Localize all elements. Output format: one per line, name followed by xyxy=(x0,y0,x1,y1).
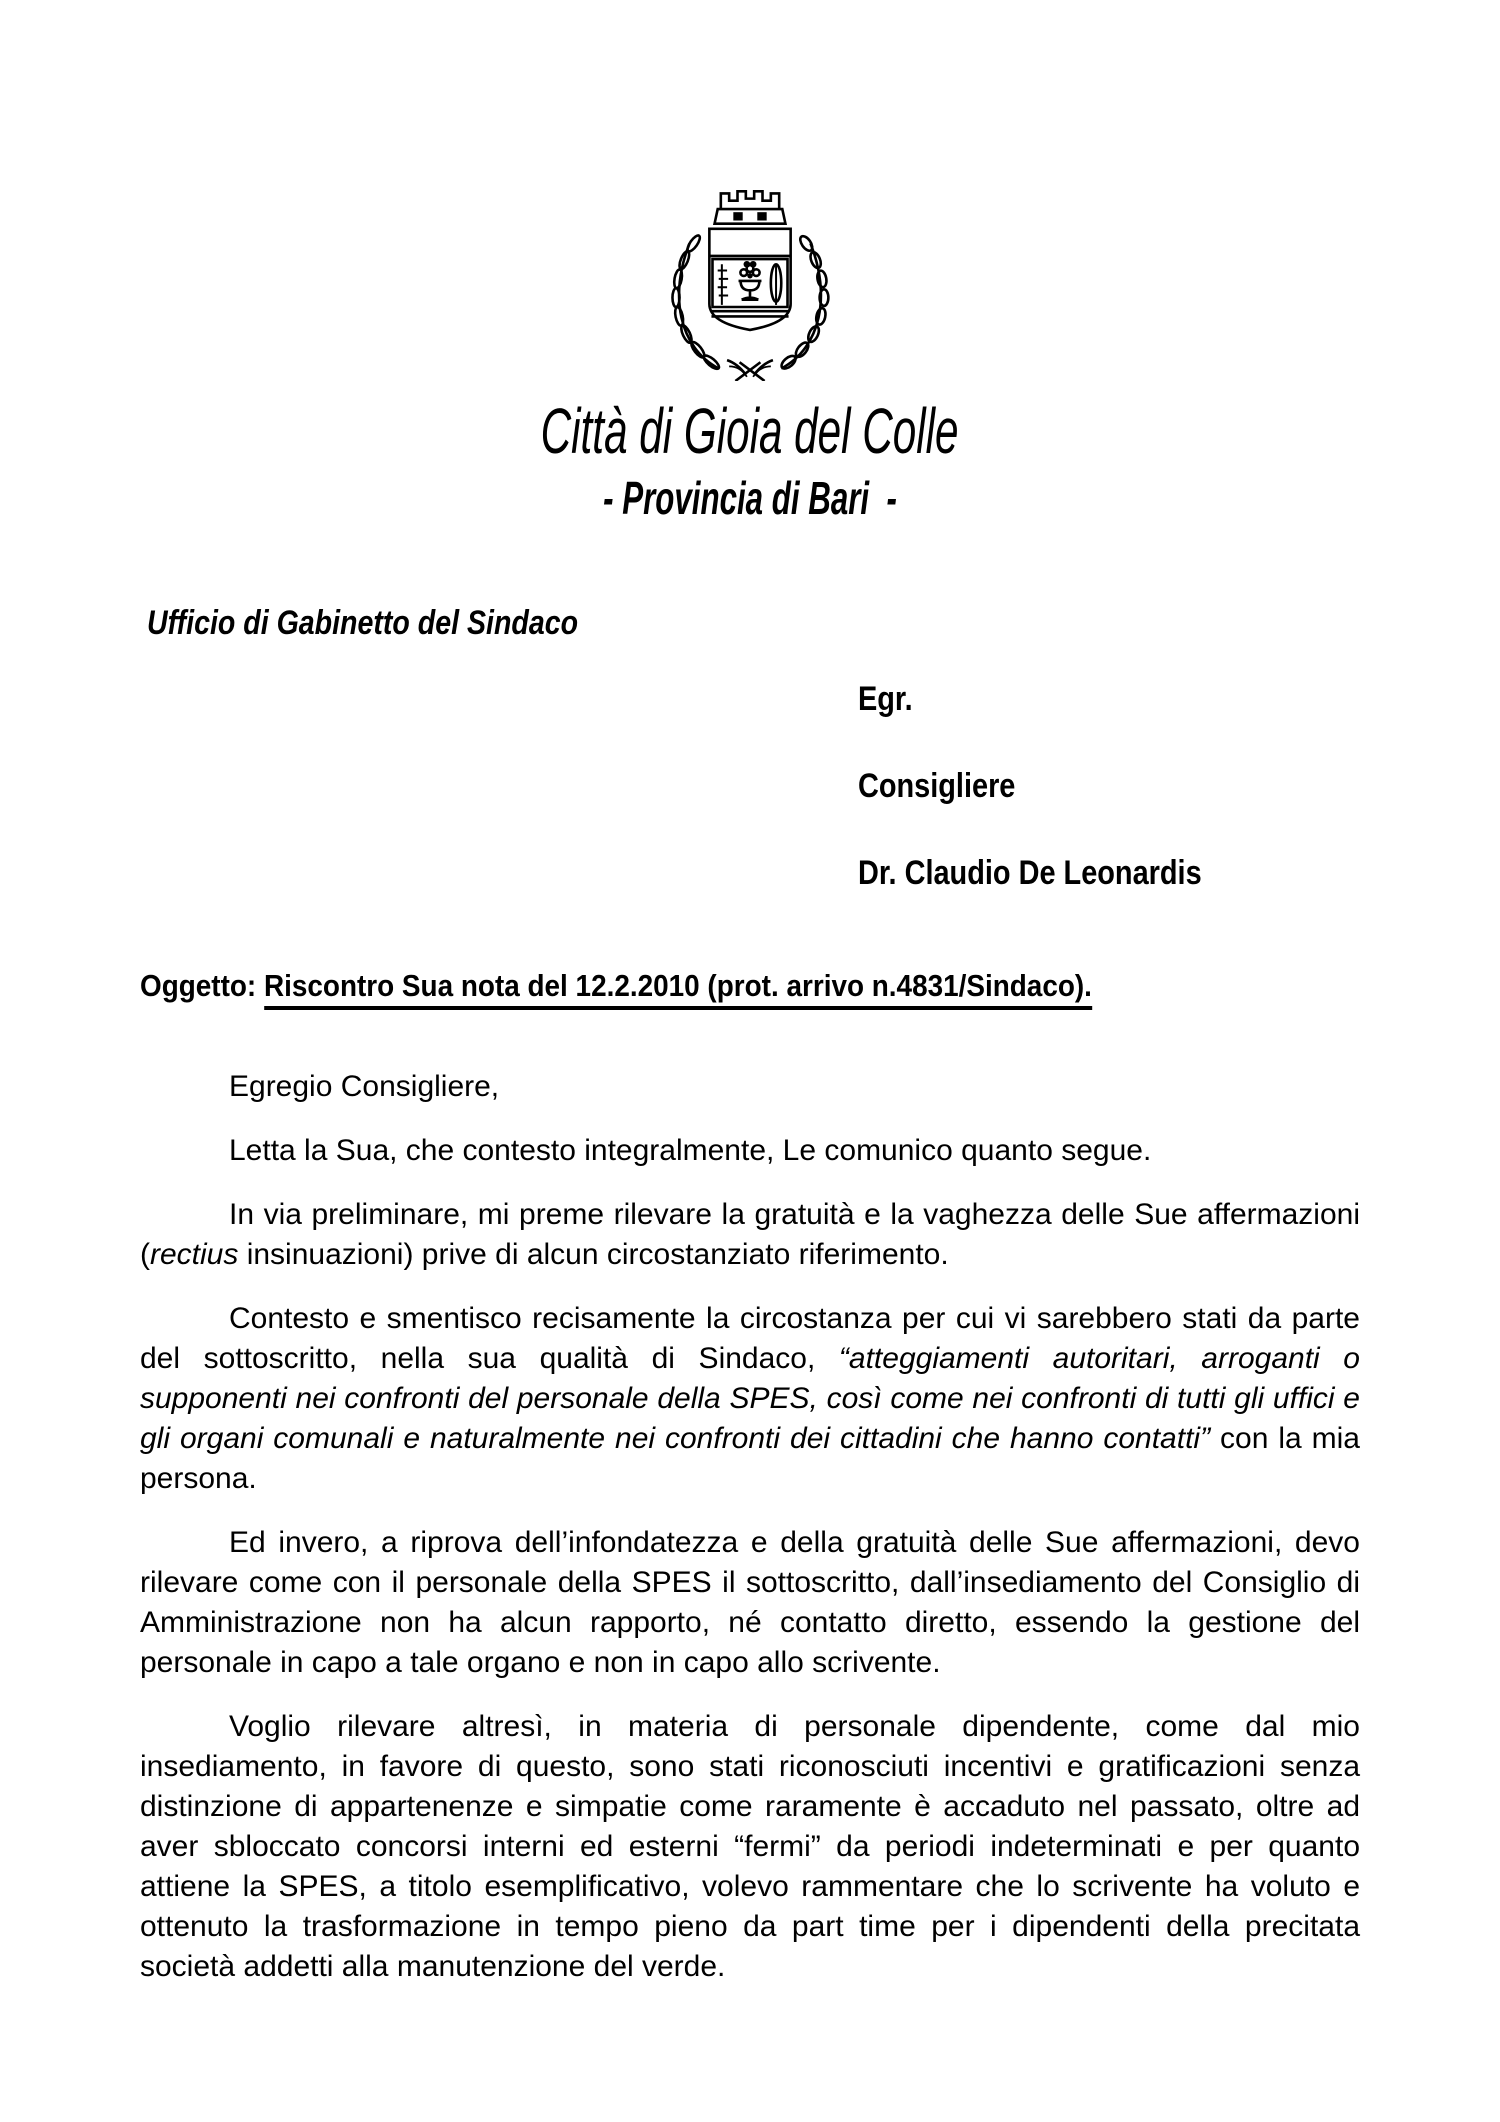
recipient-name: Dr. Claudio De Leonardis xyxy=(858,853,1202,892)
rectius-italic-run: rectius xyxy=(150,1237,239,1271)
ed-invero-paragraph: Ed invero, a riprova dell’infondatezza e della gratuità delle Sue affermazioni, devo rilevare come con il personale della SPES il sottoscritto, dall’insediamento del Consiglio di Amministrazione non ha alcun rapporto, né contatto diretto, essendo la gestione del personale in capo a tale organo e non in capo allo scrivente. xyxy=(140,1525,1360,1679)
subject-text: Riscontro Sua nota del 12.2.2010 (prot. arrivo n.4831/Sindaco). xyxy=(264,968,1092,1010)
subject-label: Oggetto: xyxy=(140,967,264,1003)
recipient-line xyxy=(858,766,1360,813)
paragraph-run: In via preliminare, mi preme rilevare la gratuità e la vaghezza delle Sue affermazioni ( xyxy=(140,1197,1360,1271)
preliminare-paragraph xyxy=(140,1195,1360,1275)
intro-paragraph: Letta la Sua, che contesto integralmente, Le comunico quanto segue. xyxy=(229,1133,1152,1167)
subject-line xyxy=(140,964,1360,1014)
crest-crown-icon xyxy=(715,191,786,223)
recipient-line xyxy=(858,853,1360,900)
crest-wreath-icon xyxy=(672,234,828,371)
paragraph-run: insinuazioni) prive di alcun circostanziato riferimento. xyxy=(238,1237,949,1271)
crest-ribbon-icon xyxy=(727,360,773,381)
municipal-crest xyxy=(645,183,855,381)
contesto-paragraph xyxy=(140,1299,1360,1499)
quoted-italic-run: “atteggiamenti autoritari, arroganti o supponenti nei confronti del personale della SPES, così come nei confronti di tutti gli uffici e gli organi comunali e naturalmente nei confronti dei cittadini che hanno contatti” xyxy=(140,1341,1360,1455)
recipient-block xyxy=(858,679,1360,900)
recipient-honorific: Egr. xyxy=(858,679,913,718)
city-title: Città di Gioia del Colle xyxy=(541,395,959,467)
recipient-line xyxy=(858,679,1360,726)
recipient-role: Consigliere xyxy=(858,766,1016,805)
voglio-rilevare-paragraph: Voglio rilevare altresì, in materia di personale dipendente, come dal mio insediamento, in favore di questo, sono stati riconosciuti incentivi e gratificazioni senza distinzione di appartenenze e simpatie come raramente è accaduto nel passato, oltre ad aver sbloccato concorsi interni ed esterni “fermi” da periodi indeterminati e per quanto attiene la SPES, a titolo esemplificativo, volevo rammentare che lo scrivente ha voluto e ottenuto la trasformazione in tempo pieno da part time per i dipendenti della precitata società addetti alla manutenzione del verde. xyxy=(140,1709,1360,1983)
paragraph-run: Contesto e smentisco recisamente la circostanza per cui vi sarebbero stati da parte del sottoscritto, nella sua qualità di Sindaco, xyxy=(140,1301,1360,1375)
subject-scale xyxy=(140,964,1092,1014)
salutation-paragraph: Egregio Consigliere, xyxy=(229,1069,500,1103)
crest-shield-icon xyxy=(709,229,790,330)
province-subtitle: - Provincia di Bari - xyxy=(603,472,897,524)
office-label: Ufficio di Gabinetto del Sindaco xyxy=(147,603,579,642)
municipal-crest-icon xyxy=(645,183,855,381)
paragraph-run: con la mia persona. xyxy=(140,1421,1360,1495)
letter-body xyxy=(140,1067,1360,1987)
